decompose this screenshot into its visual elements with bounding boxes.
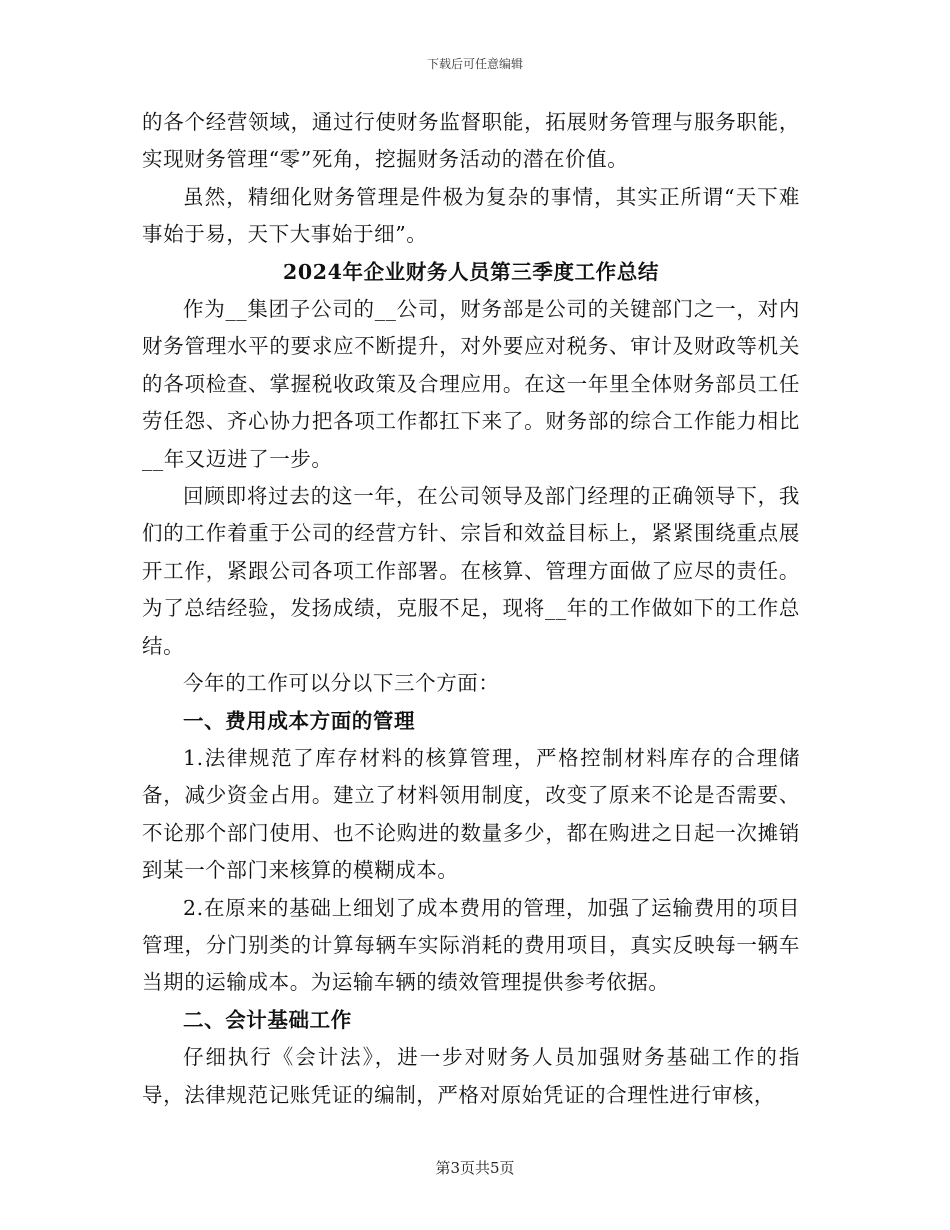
paragraph: 虽然，精细化财务管理是件极为复杂的事情，其实正所谓“天下难事始于易，天下大事始于细”。 xyxy=(142,184,800,247)
paragraph: 回顾即将过去的这一年，在公司领导及部门经理的正确领导下，我们的工作着重于公司的经营方针、宗旨和效益目标上，紧紧围绕重点展开工作，紧跟公司各项工作部署。在核算、管理方面做了应尽的责任。为了总结经验，发扬成绩，克服不足，现将__年的工作做如下的工作总结。 xyxy=(142,484,800,658)
document-title: 2024年企业财务人员第三季度工作总结 xyxy=(283,259,659,284)
paragraph-continuation: 的各个经营领域，通过行使财务监督职能，拓展财务管理与服务职能，实现财务管理“零”死角，挖掘财务活动的潜在价值。 xyxy=(142,110,800,172)
document-body xyxy=(142,104,800,1114)
paragraph: 仔细执行《会计法》，进一步对财务人员加强财务基础工作的指导，法律规范记账凭证的编制，严格对原始凭证的合理性进行审核， xyxy=(142,1045,800,1107)
paragraph: 1.法律规范了库存材料的核算管理，严格控制材料库存的合理储备，减少资金占用。建立了材料领用制度，改变了原来不论是否需要、不论那个部门使用、也不论购进的数量多少，都在购进之日起一次摊销到某一个部门来核算的模糊成本。 xyxy=(142,745,800,883)
page-header-note: 下载后可任意编辑 xyxy=(426,57,523,71)
paragraph: 2.在原来的基础上细划了成本费用的管理，加强了运输费用的项目管理，分门别类的计算每辆车实际消耗的费用项目，真实反映每一辆车当期的运输成本。为运输车辆的绩效管理提供参考依据。 xyxy=(142,895,800,995)
page-number: 第3页共5页 xyxy=(435,1159,515,1177)
section-heading-cost-management: 一、费用成本方面的管理 xyxy=(183,708,416,733)
paragraph: 作为__集团子公司的__公司，财务部是公司的关键部门之一，对内财务管理水平的要求应不断提升，对外要应对税务、审计及财政等机关的各项检查、掌握税收政策及合理应用。在这一年里全体财务部员工任劳任怨、齐心协力把各项工作都扛下来了。财务部的综合工作能力相比__年又迈进了一步。 xyxy=(142,297,800,471)
section-heading-accounting-basics: 二、会计基础工作 xyxy=(183,1007,352,1032)
paragraph: 今年的工作可以分以下三个方面： xyxy=(183,671,500,696)
